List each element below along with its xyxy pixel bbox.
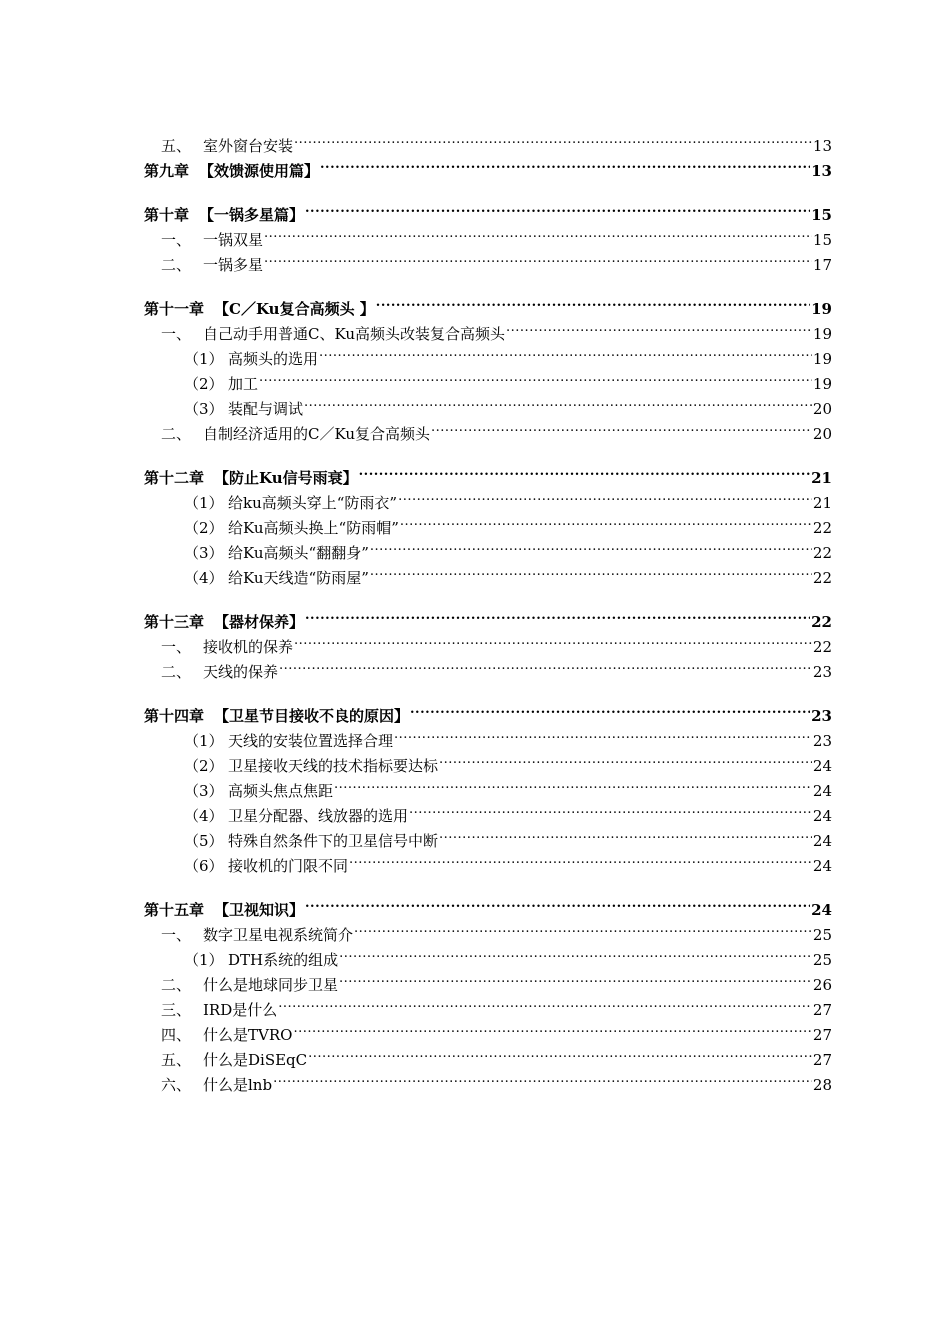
toc-entry-number: 二、 [161, 663, 192, 681]
toc-dot-leader [273, 1065, 812, 1090]
toc-page-number: 24 [812, 782, 832, 800]
toc-entry-number: 第十三章 [144, 613, 205, 631]
toc-dot-leader [305, 890, 810, 915]
toc-entry-number: 一、 [161, 926, 192, 944]
toc-dot-leader [398, 483, 812, 508]
toc-entry-number: （2） [184, 757, 224, 775]
toc-entry-title: 什么是DiSEqC [203, 1051, 308, 1069]
toc-page-number: 22 [812, 544, 832, 562]
toc-entry-title: 什么是lnb [203, 1076, 273, 1094]
toc-dot-leader [294, 627, 812, 652]
toc-dot-leader [320, 151, 810, 176]
toc-entry-title: 一锅双星 [203, 231, 264, 249]
toc-entry-title: 高频头焦点焦距 [228, 782, 334, 800]
toc-page-number: 24 [812, 832, 832, 850]
toc-entry-title: 装配与调试 [228, 400, 304, 418]
toc-page-number: 22 [812, 519, 832, 537]
toc-page-number: 23 [811, 707, 832, 725]
toc-page-number: 21 [812, 494, 832, 512]
toc-page-number: 23 [812, 732, 832, 750]
toc-dot-leader [400, 508, 812, 533]
toc-entry-number: 一、 [161, 325, 192, 343]
toc-dot-leader [319, 339, 812, 364]
toc-dot-leader [304, 389, 812, 414]
toc-page-number: 13 [812, 137, 832, 155]
toc-dot-leader [279, 652, 812, 677]
toc-entry-number: 三、 [161, 1001, 192, 1019]
toc-page-number: 19 [811, 300, 832, 318]
toc-page-number: 19 [812, 375, 832, 393]
toc-page-number: 17 [812, 256, 832, 274]
toc-dot-leader [278, 990, 812, 1015]
toc-entry-number: （2） [184, 375, 224, 393]
toc-entry-number: （1） [184, 732, 224, 750]
toc-dot-leader [370, 558, 812, 583]
toc-dot-leader [339, 965, 812, 990]
toc-entry-title: 特殊自然条件下的卫星信号中断 [228, 832, 439, 850]
toc-entry-number: 第十章 [144, 206, 190, 224]
toc-dot-leader [259, 364, 812, 389]
toc-page-number: 24 [812, 757, 832, 775]
toc-chapter-entry[interactable] [144, 289, 832, 318]
toc-page-number: 27 [812, 1001, 832, 1019]
toc-entry-title: 加工 [228, 375, 259, 393]
toc-entry-number: （3） [184, 782, 224, 800]
toc-page-number: 13 [811, 162, 832, 180]
toc-entry-number: 二、 [161, 256, 192, 274]
toc-entry-title: 自制经济适用的C／Ku复合高频头 [203, 425, 431, 443]
toc-entry-number: 第九章 [144, 162, 190, 180]
toc-page-number: 15 [811, 206, 832, 224]
toc-dot-leader [439, 821, 812, 846]
toc-page-number: 25 [812, 951, 832, 969]
toc-entry-number: 第十四章 [144, 707, 205, 725]
toc-dot-leader [334, 771, 812, 796]
toc-entry-title: 接收机的保养 [203, 638, 294, 656]
toc-page-number: 26 [812, 976, 832, 994]
toc-entry-number: 二、 [161, 425, 192, 443]
toc-page-number: 24 [812, 807, 832, 825]
toc-dot-leader [359, 458, 810, 483]
toc-page-number: 27 [812, 1026, 832, 1044]
toc-entry-title: DTH系统的组成 [228, 951, 339, 969]
toc-entry-title: 给Ku高频头换上“防雨帽” [228, 519, 399, 537]
toc-dot-leader [294, 126, 812, 151]
toc-dot-leader [308, 1040, 812, 1065]
toc-entry-number: 一、 [161, 638, 192, 656]
toc-page-number: 23 [812, 663, 832, 681]
toc-entry-number: （3） [184, 544, 224, 562]
toc-chapter-entry[interactable] [144, 195, 832, 224]
toc-dot-leader [394, 721, 812, 746]
toc-entry-number: 二、 [161, 976, 192, 994]
toc-dot-leader [354, 915, 812, 940]
toc-page-number: 24 [812, 857, 832, 875]
toc-entry-number: 四、 [161, 1026, 192, 1044]
toc-dot-leader [305, 195, 810, 220]
toc-section-entry[interactable] [144, 126, 832, 155]
toc-dot-leader [431, 414, 812, 439]
toc-entry-title: 给Ku天线造“防雨屋” [228, 569, 369, 587]
toc-page-number: 22 [812, 638, 832, 656]
toc-entry-title: 卫星接收天线的技术指标要达标 [228, 757, 439, 775]
toc-entry-title: 【卫视知识】 [214, 901, 305, 919]
toc-page-number: 28 [812, 1076, 832, 1094]
toc-page-number: 22 [811, 613, 832, 631]
toc-entry-title: 给Ku高频头“翻翻身” [228, 544, 369, 562]
toc-dot-leader [410, 696, 810, 721]
toc-entry-title: 【效馈源使用篇】 [199, 162, 320, 180]
toc-chapter-entry[interactable] [144, 890, 832, 919]
toc-page-number: 22 [812, 569, 832, 587]
toc-entry-title: 一锅多星 [203, 256, 264, 274]
toc-entry-title: 卫星分配器、线放器的选用 [228, 807, 409, 825]
toc-entry-title: 【防止Ku信号雨衰】 [214, 469, 358, 487]
toc-entry-title: 高频头的选用 [228, 350, 319, 368]
toc-entry-title: 室外窗台安装 [203, 137, 294, 155]
toc-page-number: 21 [811, 469, 832, 487]
toc-entry-title: 给ku高频头穿上“防雨衣” [228, 494, 398, 512]
toc-page-number: 20 [812, 425, 832, 443]
toc-entry-title: 什么是地球同步卫星 [203, 976, 339, 994]
toc-dot-leader [305, 602, 810, 627]
toc-entry-title: 天线的安装位置选择合理 [228, 732, 394, 750]
toc-entry-number: 第十二章 [144, 469, 205, 487]
toc-entry-number: （1） [184, 951, 224, 969]
toc-entry-number: （2） [184, 519, 224, 537]
toc-entry-title: 接收机的门限不同 [228, 857, 349, 875]
toc-entry-number: （4） [184, 807, 224, 825]
toc-page-number: 20 [812, 400, 832, 418]
toc-page-number: 25 [812, 926, 832, 944]
toc-entry-title: 【卫星节目接收不良的原因】 [214, 707, 410, 725]
toc-entry-number: 五、 [161, 1051, 192, 1069]
toc-entry-title: 【器材保养】 [214, 613, 305, 631]
toc-entry-number: 五、 [161, 137, 192, 155]
toc-chapter-entry[interactable] [144, 602, 832, 631]
toc-dot-leader [349, 846, 812, 871]
toc-dot-leader [370, 533, 812, 558]
toc-entry-number: （5） [184, 832, 224, 850]
toc-entry-title: 数字卫星电视系统简介 [203, 926, 354, 944]
toc-dot-leader [439, 746, 812, 771]
toc-entry-title: IRD是什么 [203, 1001, 278, 1019]
toc-entry-number: （3） [184, 400, 224, 418]
toc-page-number: 27 [812, 1051, 832, 1069]
toc-entry-title: 【一锅多星篇】 [199, 206, 305, 224]
toc-entry-number: （4） [184, 569, 224, 587]
toc-dot-leader [264, 245, 812, 270]
table-of-contents [144, 126, 832, 1094]
toc-dot-leader [339, 940, 812, 965]
toc-page-number: 19 [812, 350, 832, 368]
toc-page-number: 19 [812, 325, 832, 343]
toc-dot-leader [264, 220, 812, 245]
toc-entry-number: 第十一章 [144, 300, 205, 318]
toc-dot-leader [376, 289, 810, 314]
toc-page-number: 15 [812, 231, 832, 249]
toc-entry-number: （1） [184, 494, 224, 512]
toc-dot-leader [293, 1015, 811, 1040]
toc-dot-leader [506, 314, 812, 339]
toc-entry-number: 六、 [161, 1076, 192, 1094]
toc-entry-title: 天线的保养 [203, 663, 279, 681]
toc-entry-number: （1） [184, 350, 224, 368]
toc-entry-number: 第十五章 [144, 901, 205, 919]
toc-dot-leader [409, 796, 812, 821]
toc-entry-title: 什么是TVRO [203, 1026, 293, 1044]
toc-entry-number: （6） [184, 857, 224, 875]
toc-page-number: 24 [811, 901, 832, 919]
toc-entry-number: 一、 [161, 231, 192, 249]
toc-chapter-entry[interactable] [144, 696, 832, 725]
toc-entry-title: 自己动手用普通C、Ku高频头改装复合高频头 [203, 325, 506, 343]
toc-entry-title: 【C／Ku复合高频头 】 [214, 300, 375, 318]
toc-chapter-entry[interactable] [144, 458, 832, 487]
